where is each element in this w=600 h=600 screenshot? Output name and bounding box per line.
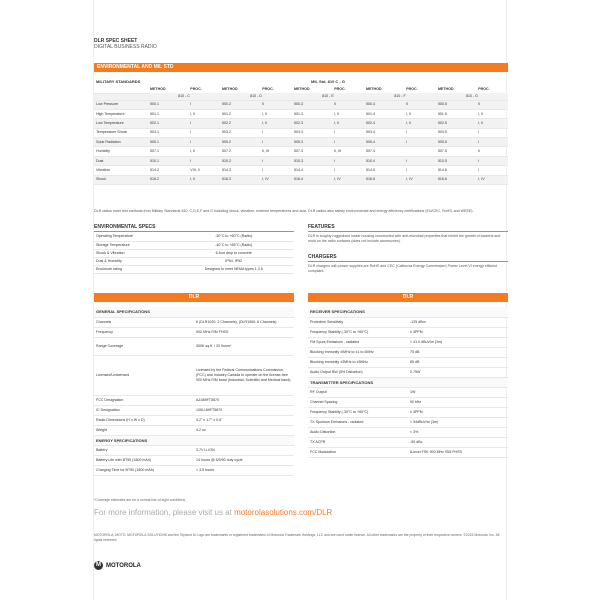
mil-std-table — [94, 77, 508, 185]
mil-cell: I — [332, 166, 364, 175]
mil-cell: I, II — [260, 109, 292, 118]
env-value: -30°C to +60°C (Radio) — [174, 233, 294, 241]
mil-cell: II — [260, 100, 292, 109]
receiver-key: FM Spurs Emissions - radiated — [308, 337, 408, 347]
transmitter-row — [308, 417, 508, 427]
dlr-bar-left: DLR — [94, 293, 294, 302]
receiver-key: Frequency Stability (-30°C to +60°C) — [308, 327, 408, 337]
env-key: Operating Temperature — [94, 233, 174, 241]
mil-cell: 510.2 — [220, 156, 260, 165]
mil-cell: 500.4 — [364, 100, 404, 109]
mil-cell: I — [188, 156, 220, 165]
mil-row-name: Low Temperature — [94, 119, 148, 128]
transmitter-row — [308, 427, 508, 437]
general-row — [94, 395, 294, 405]
mil-cell: 514.6 — [436, 166, 476, 175]
general-key: Frequency — [94, 327, 194, 337]
mil-row-name: Vibration — [94, 166, 148, 175]
mil-cell: 503.1 — [148, 128, 188, 137]
energy-key: Battery Life with BT90 (1800 mAh) — [94, 455, 194, 465]
more-info-lead: For more information, please visit us at — [94, 508, 235, 517]
mil-cell: 503.2 — [220, 128, 260, 137]
env-row — [94, 266, 294, 274]
mil-cell: 502.1 — [148, 119, 188, 128]
mil-cell: 502.3 — [292, 119, 332, 128]
transmitter-value: 1W — [408, 387, 508, 397]
section-heading-row — [94, 435, 294, 445]
mil-cell: 505.1 — [148, 138, 188, 147]
transmitter-key: Frequency Stability (-30°C to +60°C) — [308, 407, 408, 417]
mil-cell: I — [332, 128, 364, 137]
env-key: Shock & Vibration — [94, 249, 174, 257]
energy-key: Charging Time for BT90 (1800 mAh) — [94, 465, 194, 475]
mil-cell: 503.3 — [292, 128, 332, 137]
general-key: Licensed/Unlicensed — [94, 355, 194, 395]
mil-version-label: 810 - F — [364, 93, 436, 100]
general-row — [94, 327, 294, 337]
env-row — [94, 241, 294, 249]
energy-row — [94, 455, 294, 465]
more-info-line — [94, 508, 332, 517]
mil-cell: I — [260, 138, 292, 147]
receiver-key: Protective Sensitivity — [308, 317, 408, 327]
motorola-logo — [94, 561, 141, 570]
env-value: 6-foot drop to concrete — [174, 249, 294, 257]
mil-cell: 505.5 — [436, 138, 476, 147]
general-key: Range Coverage — [94, 337, 194, 355]
mil-cell: I — [260, 166, 292, 175]
energy-value: < 3.5 hours — [194, 465, 294, 475]
receiver-row — [308, 327, 508, 337]
mil-cell: I, IV — [476, 175, 508, 184]
col-proc-header: PROC. — [262, 87, 274, 91]
spec-sheet-page — [93, 0, 507, 600]
general-value: 900 MHz ISM FHSS — [194, 327, 294, 337]
general-key: Weight — [94, 425, 194, 435]
mil-cell: 516.2 — [148, 175, 188, 184]
motorola-wordmark: MOTOROLA — [106, 562, 141, 569]
mil-standards-label: MILITARY STANDARDS — [94, 77, 148, 93]
mil-row — [94, 119, 508, 128]
general-value: 4.2" x 1.7" x 0.6" — [194, 415, 294, 425]
env-value: Designed to meet NEMA types 1,3,5 — [174, 266, 294, 274]
mil-cell: I, II — [188, 175, 220, 184]
general-value: 109U-89FT5870 — [194, 405, 294, 415]
mil-cell: 507.4 — [364, 147, 404, 156]
mil-version-label: 810 - E — [292, 93, 364, 100]
features-text: DLR is toughly ruggedized inside housing constructed with anti-microbial properties that inhibit the growth of bacteria and mold on the radio surfaces (does not include accessories). — [308, 234, 501, 243]
mil-cell: 502.5 — [436, 119, 476, 128]
mil-cell: I, IV — [404, 175, 436, 184]
transmitter-key: RF Output — [308, 387, 408, 397]
energy-key: Battery — [94, 445, 194, 455]
receiver-value: < 41.0 dBuV/m (3m) — [408, 337, 508, 347]
mil-cell: VIII, II — [188, 166, 220, 175]
mil-cell: I — [476, 138, 508, 147]
env-row — [94, 258, 294, 266]
mil-std-title: MIL Std. 810 C - G — [311, 79, 345, 84]
general-row — [94, 415, 294, 425]
mil-cell: I — [332, 156, 364, 165]
general-key: IC Designation — [94, 405, 194, 415]
mil-cell: 516.3 — [220, 175, 260, 184]
mil-cell: 505.2 — [220, 138, 260, 147]
mil-row-name: Temperature Shock — [94, 128, 148, 137]
mil-cell: 510.1 — [148, 156, 188, 165]
coverage-footnote: *Coverage estimates are for a normal line-of-sight conditions. — [94, 498, 186, 502]
mil-cell: II — [404, 100, 436, 109]
mil-cell: 514.3 — [220, 166, 260, 175]
col-method-header: METHOD — [293, 87, 310, 91]
mil-row — [94, 166, 508, 175]
col-proc-header: PROC. — [406, 87, 418, 91]
general-row — [94, 337, 294, 355]
transmitter-value: -50 dBc — [408, 437, 508, 447]
transmitter-row — [308, 407, 508, 417]
receiver-key: Blocking Immunity ±IMHz to ±1 to 5MHz — [308, 347, 408, 357]
mil-cell: I — [260, 128, 292, 137]
transmitter-title: TRANSMITTER SPECIFICATIONS — [308, 377, 508, 387]
legal-text: MOTOROLA, MOTO, MOTOROLA SOLUTIONS and the Stylized M Logo are trademarks or registered trademarks of Motorola Trademark Holdings, LLC and are used under license. All other trademarks are the property of their respective owners. ©2015 Motorola, Inc. All rights reserved. — [94, 533, 500, 542]
energy-row — [94, 445, 294, 455]
mil-cell: II — [476, 147, 508, 156]
mil-cell: I, IV — [332, 175, 364, 184]
dlr-bar-right: DLR — [308, 293, 508, 302]
mil-row — [94, 100, 508, 109]
transmitter-row — [308, 447, 508, 457]
receiver-row — [308, 337, 508, 347]
section-heading-row — [308, 307, 508, 317]
mil-cell: 505.4 — [364, 138, 404, 147]
transmitter-row — [308, 397, 508, 407]
receiver-transmitter-table — [308, 307, 508, 458]
receiver-key: Audio Output BW (5% Distortion) — [308, 367, 408, 377]
transmitter-key: Channel Spacing — [308, 397, 408, 407]
mil-cell: 510.3 — [292, 156, 332, 165]
mil-cell: I, II — [260, 119, 292, 128]
mil-cell: I — [476, 128, 508, 137]
transmitter-value: < 54dBuV/m (3m) — [408, 417, 508, 427]
mil-cell: 507.1 — [148, 147, 188, 156]
mil-cell: I — [260, 156, 292, 165]
mil-cell: II, III — [260, 147, 292, 156]
mil-cell: 514.2 — [148, 166, 188, 175]
env-key: Enclosure rating — [94, 266, 174, 274]
mil-cell: I — [476, 156, 508, 165]
mil-cell: 501.3 — [292, 109, 332, 118]
mil-cell: 502.4 — [364, 119, 404, 128]
mil-row — [94, 109, 508, 118]
mil-row — [94, 175, 508, 184]
section-heading-row — [94, 307, 294, 317]
env-value: IP54, IP52 — [174, 258, 294, 266]
sheet-subtitle: DIGITAL BUSINESS RADIO — [94, 44, 157, 50]
mil-cell: I, II — [476, 109, 508, 118]
section-heading-row — [308, 377, 508, 387]
mil-row — [94, 138, 508, 147]
features-title: FEATURES — [308, 224, 508, 232]
mil-cell: 502.2 — [220, 119, 260, 128]
general-key: Radio Dimensions (H x W x D) — [94, 415, 194, 425]
mil-cell: I — [332, 138, 364, 147]
mil-cell: 507.5 — [436, 147, 476, 156]
mil-cell: I, II — [476, 119, 508, 128]
col-method-header: METHOD — [221, 87, 238, 91]
mil-cell: 514.4 — [292, 166, 332, 175]
env-row — [94, 249, 294, 257]
transmitter-key: FCC Modulation — [308, 447, 408, 457]
mil-cell: II — [332, 100, 364, 109]
mil-cell: 500.2 — [220, 100, 260, 109]
chargers-text: DLR chargers with power supplies are RoHS and CEC (California Energy Commission) Power Level VI energy efficient compliant. — [308, 264, 498, 273]
general-value: AZ489FT5870 — [194, 395, 294, 405]
general-value: 4.2 oz — [194, 425, 294, 435]
env-key: Dust & Humidity — [94, 258, 174, 266]
environmental-bar: ENVIRONMENTAL AND MIL STD — [94, 63, 508, 72]
mil-cell: 503.5 — [436, 128, 476, 137]
sheet-title: DLR SPEC SHEET — [94, 38, 138, 44]
mil-cell: II — [476, 100, 508, 109]
transmitter-key: TX Spurious Emissions - radiated — [308, 417, 408, 427]
receiver-row — [308, 357, 508, 367]
mil-row-name: Shock — [94, 175, 148, 184]
general-title: GENERAL SPECIFICATIONS — [94, 307, 294, 317]
mil-row-name: Dust — [94, 156, 148, 165]
receiver-value: 85 dB — [408, 357, 508, 367]
general-row — [94, 317, 294, 327]
mil-version-label: 810 - C — [148, 93, 220, 100]
energy-value: 14 hours @ 5/5/90 duty cycle — [194, 455, 294, 465]
receiver-key: Blocking Immunity ±3MHz to ±5MHz — [308, 357, 408, 367]
mil-cell: 505.3 — [292, 138, 332, 147]
receiver-row — [308, 317, 508, 327]
receiver-value: ± 3PPM — [408, 327, 508, 337]
mil-cell: I — [188, 100, 220, 109]
general-key: Channels — [94, 317, 194, 327]
env-specs-title: ENVIRONMENTAL SPECS — [94, 224, 294, 232]
more-info-link[interactable]: motorolasolutions.com/DLR — [234, 508, 333, 517]
mil-cell: I, IV — [260, 175, 292, 184]
env-row — [94, 233, 294, 241]
chargers-title: CHARGERS — [308, 254, 508, 262]
col-proc-header: PROC. — [334, 87, 346, 91]
mil-row — [94, 147, 508, 156]
mil-cell: I — [404, 138, 436, 147]
mil-cell: 510.5 — [436, 156, 476, 165]
mil-cell: 507.2 — [220, 147, 260, 156]
general-value: 300K sq.ft. / 20 floors* — [194, 337, 294, 355]
mil-cell: I, II — [332, 119, 364, 128]
mil-row — [94, 128, 508, 137]
general-row — [94, 405, 294, 415]
mil-cell: 501.4 — [364, 109, 404, 118]
col-method-header: METHOD — [365, 87, 382, 91]
mil-cell: I — [404, 166, 436, 175]
general-value: Licensed by the Federal Communications Commission (FCC) and Industry Canada to operate on the license-free 900 MHz ISM band (Industrial, Scientific and Medical band). — [194, 355, 294, 395]
mil-cell: I, II — [404, 119, 436, 128]
receiver-value: -125 dBm — [408, 317, 508, 327]
col-method-header: METHOD — [437, 87, 454, 91]
mil-cell: 516.6 — [436, 175, 476, 184]
mil-cell: 500.3 — [292, 100, 332, 109]
transmitter-key: TX ACPR — [308, 437, 408, 447]
mil-cell: 500.5 — [436, 100, 476, 109]
mil-cell: 500.1 — [148, 100, 188, 109]
mil-cell: I — [404, 128, 436, 137]
col-method-header: METHOD — [150, 87, 166, 91]
mil-cell: 507.3 — [292, 147, 332, 156]
motorola-m-icon: M — [96, 562, 101, 568]
transmitter-key: Audio Distortion — [308, 427, 408, 437]
general-row — [94, 425, 294, 435]
mil-cell: 514.5 — [364, 166, 404, 175]
energy-row — [94, 465, 294, 475]
mil-cell: 501.1 — [148, 109, 188, 118]
env-specs-table — [94, 233, 294, 274]
mil-cell: I — [188, 119, 220, 128]
mil-row-name: Solar Radiation — [94, 138, 148, 147]
mil-cell: I, II — [404, 109, 436, 118]
mil-cell: 501.2 — [220, 109, 260, 118]
receiver-row — [308, 367, 508, 377]
mil-row-name: High Temperature — [94, 109, 148, 118]
mil-row — [94, 156, 508, 165]
sheet-header — [94, 38, 157, 50]
general-row — [94, 355, 294, 395]
energy-value: 3.7V Li-ION — [194, 445, 294, 455]
general-key: FCC Designation — [94, 395, 194, 405]
transmitter-value: < 3% — [408, 427, 508, 437]
transmitter-row — [308, 437, 508, 447]
mil-version-label: 810 - D — [220, 93, 292, 100]
mil-row-name: Humidity — [94, 147, 148, 156]
mil-cell: 503.4 — [364, 128, 404, 137]
col-proc-header: PROC. — [190, 87, 202, 91]
receiver-value: 0.75W — [408, 367, 508, 377]
col-proc-header: PROC. — [478, 87, 490, 91]
transmitter-row — [308, 387, 508, 397]
receiver-title: RECEIVER SPECIFICATIONS — [308, 307, 508, 317]
mil-cell: I, II — [188, 147, 220, 156]
mil-row-name: Low Pressure — [94, 100, 148, 109]
mil-cell: 501.5 — [436, 109, 476, 118]
mil-cell: I — [188, 138, 220, 147]
mil-version-label: 810 - G — [436, 93, 508, 100]
env-key: Storage Temperature — [94, 241, 174, 249]
general-value: 6 (DLR1020: 2 Channels), (DLR1060: 6 Channels) — [194, 317, 294, 327]
mil-note: DLR radios meet test methods from Military Standards 810, C,D,E,F and G including shock, vibration, extreme temperatures and dust. DLR radios also satisfy environmental and energy efficiency certifications (EU/CEC, RoHS, and WEEE). — [94, 209, 474, 213]
transmitter-value: ± 3PPM — [408, 407, 508, 417]
mil-cell — [404, 147, 436, 156]
mil-cell: II, III — [332, 147, 364, 156]
mil-cell: 510.4 — [364, 156, 404, 165]
mil-cell: I, II — [332, 109, 364, 118]
receiver-row — [308, 347, 508, 357]
mil-cell: I, II — [188, 109, 220, 118]
mil-cell: I — [476, 166, 508, 175]
env-value: -40°C to +85°C (Radio) — [174, 241, 294, 249]
mil-cell: 516.4 — [292, 175, 332, 184]
mil-cell: I — [404, 156, 436, 165]
transmitter-value: 8-level FSK 900 MHz ISM FHSS — [408, 447, 508, 457]
receiver-value: 75 dB — [408, 347, 508, 357]
energy-title: ENERGY SPECIFICATIONS — [94, 435, 294, 445]
mil-cell: I — [188, 128, 220, 137]
mil-cell: 516.5 — [364, 175, 404, 184]
transmitter-value: 90 kHz — [408, 397, 508, 407]
general-specs-table — [94, 307, 294, 476]
